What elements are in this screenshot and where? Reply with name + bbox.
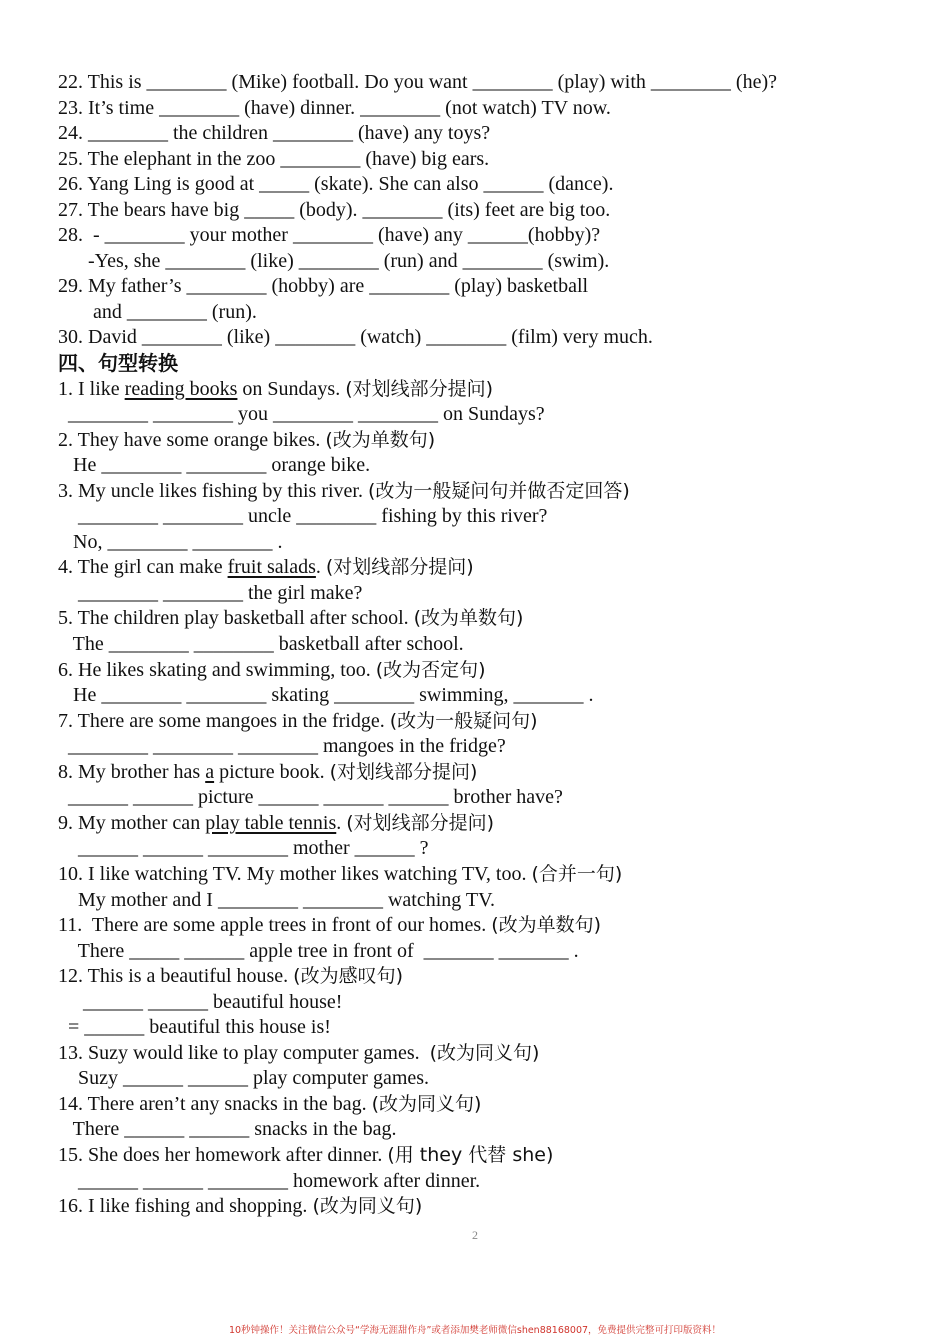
line-segment: 13. Suzy would like to play computer games. — [58, 1041, 430, 1064]
line-segment: 2. They have some orange bikes. — [58, 428, 326, 451]
exercise-line — [58, 811, 938, 837]
line-segment: 9. My mother can — [58, 811, 206, 834]
page-number: 2 — [472, 1228, 478, 1242]
line-segment: (改为单数句) — [325, 428, 436, 451]
line-segment: 29. My father’s ________ (hobby) are ________ (play) basketball — [58, 275, 589, 298]
line-segment: No, ________ ________ . — [58, 530, 283, 553]
exercise-line — [58, 683, 938, 709]
exercise-line — [58, 709, 938, 735]
line-segment: (改为一般疑问句并做否定回答) — [367, 479, 630, 502]
exercise-line — [58, 1066, 938, 1092]
line-segment: (改为单数句) — [413, 607, 524, 630]
line-segment: 27. The bears have big _____ (body). ________ (its) feet are big too. — [58, 198, 611, 221]
line-segment: 10. I like watching TV. My mother likes watching TV, too. — [58, 862, 532, 885]
exercise-line — [58, 632, 938, 658]
exercise-line — [58, 1143, 938, 1169]
line-segment: on Sundays. — [237, 377, 346, 400]
line-segment: 6. He likes skating and swimming, too. — [58, 658, 376, 681]
exercise-line — [58, 453, 938, 479]
line-segment: and ________ (run). — [58, 300, 257, 323]
exercise-line — [58, 1194, 938, 1220]
line-segment: (改为同义句) — [429, 1041, 540, 1064]
exercise-line — [58, 990, 938, 1016]
line-segment: 23. It’s time ________ (have) dinner. ________ (not watch) TV now. — [58, 96, 611, 119]
line-segment: ________ ________ uncle ________ fishing by this river? — [58, 505, 548, 528]
exercise-line — [58, 147, 938, 173]
underlined-phrase: reading books — [124, 377, 238, 400]
exercise-line — [58, 1092, 938, 1118]
line-segment: (合并一句) — [531, 862, 623, 885]
line-segment: 7. There are some mangoes in the fridge. — [58, 709, 390, 732]
line-segment: 8. My brother has — [58, 760, 206, 783]
line-segment: 3. My uncle likes fishing by this river. — [58, 479, 368, 502]
exercise-line — [58, 836, 938, 862]
line-segment: 28. - ________ your mother ________ (have) any ______(hobby)? — [58, 224, 601, 247]
line-segment: (改为同义句) — [371, 1092, 482, 1115]
exercise-line — [58, 888, 938, 914]
line-segment: = ______ beautiful this house is! — [58, 1016, 331, 1039]
exercise-line — [58, 300, 938, 326]
line-segment: ______ ______ ________ homework after dinner. — [58, 1169, 481, 1192]
exercise-line — [58, 172, 938, 198]
line-segment: (改为同义句) — [312, 1195, 423, 1218]
exercise-line — [58, 581, 938, 607]
line-segment: ______ ______ beautiful house! — [58, 990, 343, 1013]
line-segment: There _____ ______ apple tree in front of _______ _______ . — [58, 939, 579, 962]
exercise-line — [58, 1169, 938, 1195]
line-segment: 四、句型转换 — [58, 351, 178, 376]
underlined-phrase: play table tennis — [205, 811, 337, 834]
line-segment: 26. Yang Ling is good at _____ (skate). She can also ______ (dance). — [58, 173, 614, 196]
exercise-line — [58, 555, 938, 581]
exercise-line — [58, 274, 938, 300]
line-segment: 1. I like — [58, 377, 125, 400]
line-segment: . — [336, 811, 347, 834]
line-segment: 16. I like fishing and shopping. — [58, 1195, 313, 1218]
line-segment: . — [315, 556, 326, 579]
underlined-phrase: a — [205, 760, 215, 783]
line-segment: ______ ______ picture ______ ______ ______ brother have? — [58, 786, 563, 809]
line-segment: 30. David ________ (like) ________ (watch) ________ (film) very much. — [58, 326, 653, 349]
line-segment: 24. ________ the children ________ (have) any toys? — [58, 122, 491, 145]
exercise-line — [58, 913, 938, 939]
line-segment: (改为单数句) — [491, 914, 602, 937]
exercise-line — [58, 402, 938, 428]
worksheet-body — [58, 70, 938, 1220]
exercise-line — [58, 658, 938, 684]
exercise-line — [58, 530, 938, 556]
exercise-line — [58, 198, 938, 224]
exercise-line — [58, 223, 938, 249]
line-segment: ________ ________ the girl make? — [58, 581, 363, 604]
exercise-line — [58, 862, 938, 888]
line-segment: 25. The elephant in the zoo ________ (have) big ears. — [58, 147, 490, 170]
line-segment: 11. There are some apple trees in front of our homes. — [58, 914, 492, 937]
line-segment: ________ ________ ________ mangoes in the fridge? — [58, 735, 506, 758]
line-segment: 22. This is ________ (Mike) football. Do you want ________ (play) with ________ (he)? — [58, 71, 777, 93]
line-segment: ______ ______ ________ mother ______ ? — [58, 837, 429, 860]
line-segment: (对划线部分提问) — [329, 760, 478, 783]
line-segment: He ________ ________ orange bike. — [58, 454, 371, 477]
exercise-line — [58, 939, 938, 965]
exercise-line — [58, 428, 938, 454]
line-segment: (对划线部分提问) — [325, 556, 474, 579]
line-segment: There ______ ______ snacks in the bag. — [58, 1118, 397, 1141]
exercise-line — [58, 249, 938, 275]
exercise-line — [58, 785, 938, 811]
exercise-line — [58, 606, 938, 632]
line-segment: 4. The girl can make — [58, 556, 228, 579]
line-segment: (对划线部分提问) — [345, 377, 494, 400]
line-segment: Suzy ______ ______ play computer games. — [58, 1067, 430, 1090]
exercise-line — [58, 734, 938, 760]
exercise-line — [58, 479, 938, 505]
footer-notice: 10秒钟操作！关注微信公众号“学海无涯甜作舟”或者添加樊老师微信shen88168007，免费提供完整可打印版资料！ — [228, 1325, 722, 1336]
line-segment: -Yes, she ________ (like) ________ (run) and ________ (swim). — [58, 249, 610, 272]
line-segment: (改为否定句) — [375, 658, 486, 681]
exercise-line — [58, 1015, 938, 1041]
exercise-line — [58, 964, 938, 990]
line-segment: (改为感叹句) — [293, 965, 403, 988]
exercise-line — [58, 377, 938, 403]
exercise-line — [58, 325, 938, 351]
line-segment: The ________ ________ basketball after school. — [58, 633, 464, 656]
section-heading — [58, 351, 938, 377]
line-segment: (改为一般疑问句) — [389, 709, 538, 732]
exercise-line — [58, 70, 938, 96]
exercise-line — [58, 760, 938, 786]
exercise-line — [58, 1117, 938, 1143]
exercise-line — [58, 504, 938, 530]
line-segment: 14. There aren’t any snacks in the bag. — [58, 1092, 372, 1115]
line-segment: 15. She does her homework after dinner. — [58, 1143, 388, 1166]
line-segment: ________ ________ you ________ ________ on Sundays? — [58, 403, 545, 426]
line-segment: 12. This is a beautiful house. — [58, 965, 294, 988]
line-segment: (用 they 代替 she) — [387, 1143, 554, 1166]
exercise-line — [58, 96, 938, 122]
line-segment: My mother and I ________ ________ watching TV. — [58, 888, 496, 911]
underlined-phrase: fruit salads — [227, 556, 316, 579]
line-segment: He ________ ________ skating ________ swimming, _______ . — [58, 684, 594, 707]
exercise-line — [58, 121, 938, 147]
line-segment: picture book. — [214, 760, 330, 783]
line-segment: 5. The children play basketball after school. — [58, 607, 414, 630]
line-segment: (对划线部分提问) — [346, 811, 495, 834]
exercise-line — [58, 1041, 938, 1067]
